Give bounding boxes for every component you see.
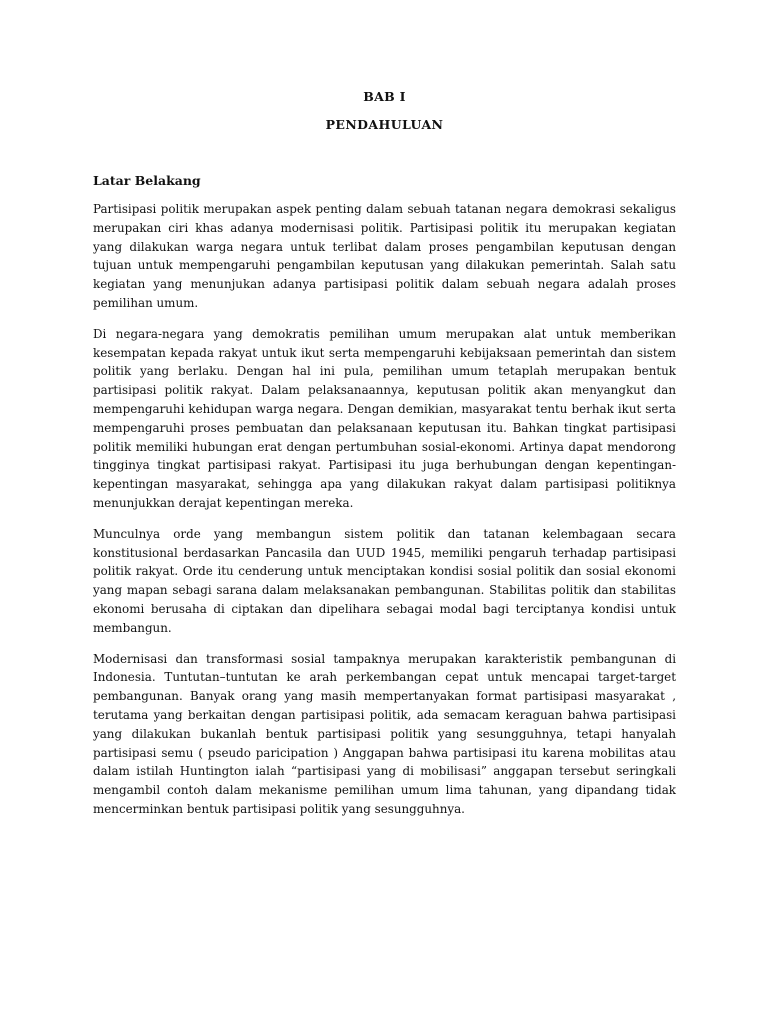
paragraph-3: Munculnya orde yang membangun sistem politik dan tatanan kelembagaan secara konstitusional berdasarkan Pancasila dan UUD 1945, memiliki pengaruh terhadap partisipasi politik rakyat. Orde itu cenderung untuk menciptakan kondisi sosial politik dan sosial ekonomi yang mapan sebagi sarana dalam melaksanakan pembangunan. Stabilitas politik dan stabilitas ekonomi berusaha di ciptakan dan dipelihara sebagai modal bagi terciptanya kondisi untuk membangun.: [93, 526, 676, 635]
paragraph-1: Partisipasi politik merupakan aspek penting dalam sebuah tatanan negara demokrasi sekaligus merupakan ciri khas adanya modernisasi politik. Partisipasi politik itu merupakan kegiatan yang dilakukan warga negara untuk terlibat dalam proses pengambilan keputusan dengan tujuan untuk mempengaruhi pengambilan keputusan yang dilakukan pemerintah. Salah satu kegiatan yang menunjukan adanya partisipasi politik dalam sebuah negara adalah proses pemilihan umum.: [93, 202, 676, 310]
chapter-heading: BAB I: [363, 89, 406, 104]
section-heading: Latar Belakang: [93, 173, 201, 188]
paragraph-2: Di negara-negara yang demokratis pemilihan umum merupakan alat untuk memberikan kesempatan kepada rakyat untuk ikut serta mempengaruhi kebijaksaan pemerintah dan sistem politik yang berlaku. Dengan hal ini pula, pemilihan umum tetaplah merupakan bentuk partisipasi politik rakyat. Dalam pelaksanaannya, keputusan politik akan menyangkut dan mempengaruhi kehidupan warga negara. Dengan demikian, masyarakat tentu berhak ikut serta mempengaruhi proses pembuatan dan pelaksanaan keputusan itu. Bahkan tingkat partisipasi politik memiliki hubungan erat dengan pertumbuhan sosial-ekonomi. Artinya dapat mendorong tingginya tingkat partisipasi rakyat. Partisipasi itu juga berhubungan dengan kepentingan-kepentingan masyarakat, sehingga apa yang dilakukan rakyat dalam partisipasi politiknya menunjukkan derajat kepentingan mereka.: [93, 326, 676, 510]
chapter-title: PENDAHULUAN: [325, 117, 444, 132]
document-body: [93, 200, 676, 819]
paragraph-4: Modernisasi dan transformasi sosial tampaknya merupakan karakteristik pembangunan di Indonesia. Tuntutan–tuntutan ke arah perkembangan cepat untuk mencapai target-target pembangunan. Banyak orang yang masih mempertanyakan format partisipasi masyarakat , terutama yang berkaitan dengan partisipasi politik, ada semacam keraguan bahwa partisipasi yang dilakukan bukanlah bentuk partisipasi politik yang sesungguhnya, tetapi hanyalah partisipasi semu ( pseudo paricipation ) Anggapan bahwa partisipasi itu karena mobilitas atau dalam istilah Huntington ialah “partisipasi yang di mobilisasi” anggapan tersebut seringkali mengambil contoh dalam mekanisme pemilihan umum lima tahunan, yang dipandang tidak mencerminkan bentuk partisipasi politik yang sesungguhnya.: [93, 651, 676, 816]
